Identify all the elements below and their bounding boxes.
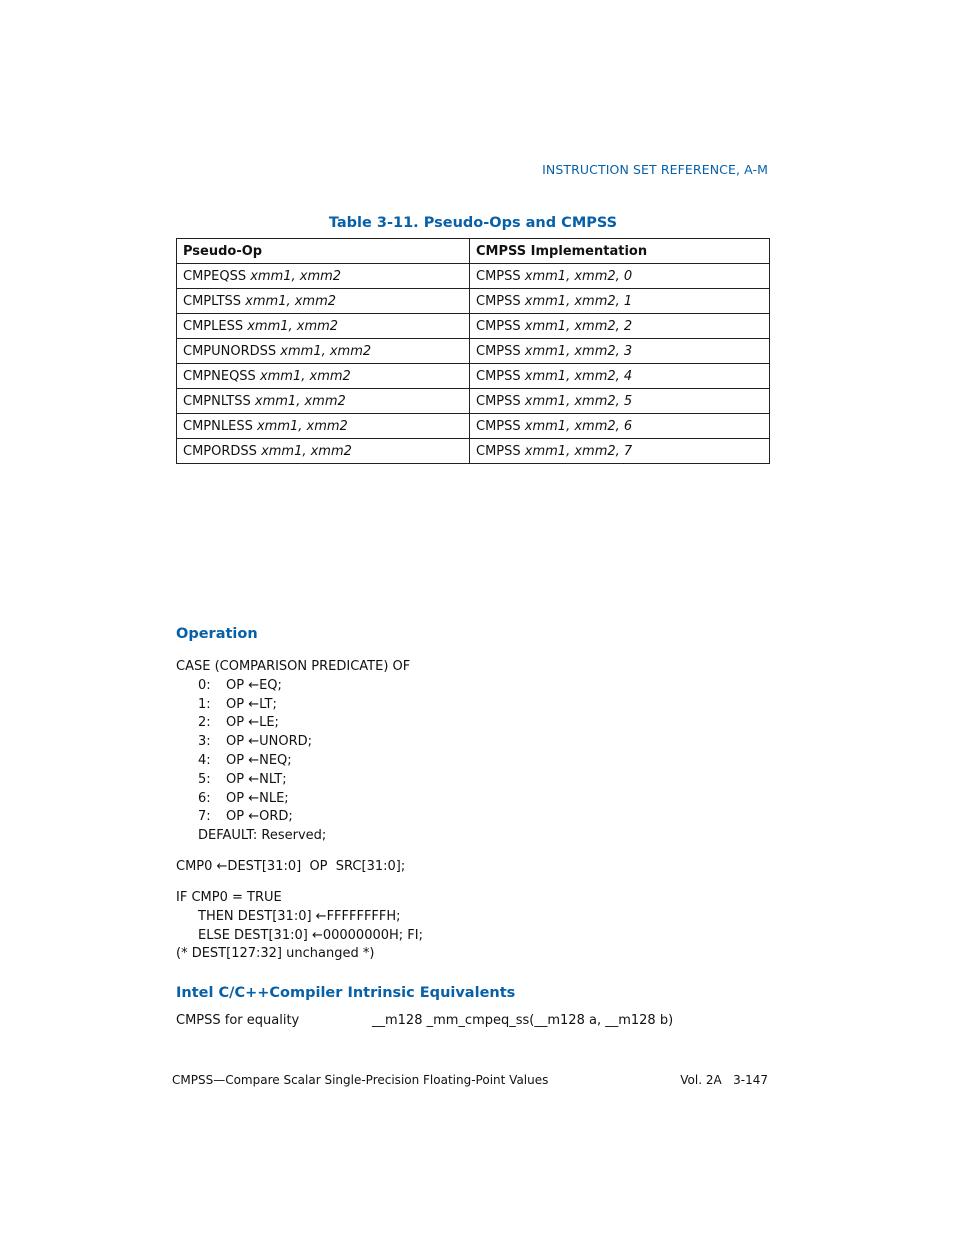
op-name: CMPNEQSS (183, 368, 256, 384)
impl-name: CMPSS (476, 418, 521, 434)
case-text: OP ←ORD; (226, 809, 293, 825)
case-item (176, 733, 410, 752)
impl-args: xmm1, xmm2, 2 (524, 318, 633, 334)
cmp-line: CMP0 ←DEST[31:0] OP SRC[31:0]; (176, 859, 406, 874)
pseudo-op-cell (177, 339, 470, 364)
table-row (177, 339, 770, 364)
case-item (176, 714, 410, 733)
header-pseudo-op: Pseudo-Op (177, 239, 470, 264)
op-args: xmm1, xmm2 (261, 443, 352, 459)
else-line: ELSE DEST[31:0] ←00000000H; FI; (198, 927, 423, 943)
pseudo-op-cell (177, 289, 470, 314)
op-name: CMPUNORDSS (183, 343, 277, 359)
case-item (176, 790, 410, 809)
impl-args: xmm1, xmm2, 1 (524, 293, 633, 309)
pseudo-op-cell (177, 264, 470, 289)
case-number: 6: (198, 790, 211, 806)
intrinsic-label: CMPSS for equality (176, 1013, 300, 1028)
op-args: xmm1, xmm2 (247, 318, 339, 334)
default-line: DEFAULT: Reserved; (198, 828, 327, 844)
table-title: Table 3-11. Pseudo-Ops and CMPSS (328, 215, 618, 231)
running-head: INSTRUCTION SET REFERENCE, A-M (542, 162, 768, 177)
op-args: xmm1, xmm2 (256, 418, 348, 434)
case-item (176, 771, 410, 790)
table-row (177, 314, 770, 339)
op-args: xmm1, xmm2 (245, 293, 337, 309)
impl-args: xmm1, xmm2, 3 (524, 343, 633, 359)
case-number: 0: (198, 677, 211, 693)
case-item (176, 808, 410, 827)
implementation-cell (470, 439, 770, 464)
op-name: CMPNLESS (183, 418, 253, 434)
case-number: 5: (198, 771, 211, 787)
impl-args: xmm1, xmm2, 5 (524, 393, 633, 409)
case-item (176, 677, 410, 696)
impl-name: CMPSS (476, 268, 521, 284)
implementation-cell (470, 364, 770, 389)
op-name: CMPEQSS (183, 268, 247, 284)
impl-name: CMPSS (476, 368, 521, 384)
pseudo-op-cell (177, 414, 470, 439)
table-row (177, 264, 770, 289)
case-item (176, 696, 410, 715)
impl-name: CMPSS (476, 293, 521, 309)
op-args: xmm1, xmm2 (250, 268, 342, 284)
case-text: OP ←NLE; (226, 790, 289, 806)
operation-pseudocode (176, 658, 410, 846)
op-name: CMPLESS (183, 318, 244, 334)
implementation-cell (470, 289, 770, 314)
op-name: CMPNLTSS (183, 393, 251, 409)
case-number: 1: (198, 696, 211, 712)
intrinsic-signature: __m128 _mm_cmpeq_ss(__m128 a, __m128 b) (372, 1013, 674, 1028)
impl-args: xmm1, xmm2, 6 (524, 418, 633, 434)
table-row (177, 289, 770, 314)
pseudo-op-cell (177, 314, 470, 339)
impl-name: CMPSS (476, 443, 521, 459)
pseudo-op-cell (177, 439, 470, 464)
case-text: OP ←EQ; (226, 677, 282, 693)
impl-name: CMPSS (476, 343, 521, 359)
cmp-statement (176, 858, 405, 877)
footer-title: CMPSS—Compare Scalar Single-Precision Floating-Point Values (172, 1073, 549, 1087)
case-number: 3: (198, 734, 211, 750)
impl-name: CMPSS (476, 393, 521, 409)
table-row (177, 389, 770, 414)
case-text: OP ←UNORD; (226, 734, 312, 750)
pseudo-op-cell (177, 364, 470, 389)
pseudo-op-cell (177, 389, 470, 414)
impl-args: xmm1, xmm2, 4 (524, 368, 633, 384)
table-row (177, 414, 770, 439)
case-number: 2: (198, 715, 211, 731)
intrinsics-heading: Intel C/C++Compiler Intrinsic Equivalents (176, 985, 516, 1001)
comment-line: (* DEST[127:32] unchanged *) (176, 946, 375, 962)
case-number: 4: (198, 752, 211, 768)
operation-heading: Operation (176, 626, 258, 642)
case-text: OP ←NLT; (226, 771, 287, 787)
op-args: xmm1, xmm2 (254, 393, 346, 409)
pseudo-ops-table (176, 238, 770, 464)
table-row (177, 439, 770, 464)
case-text: OP ←LT; (226, 696, 277, 712)
if-line: IF CMP0 = TRUE (176, 890, 282, 905)
footer-page-number: Vol. 2A 3-147 (680, 1073, 768, 1087)
op-name: CMPORDSS (183, 443, 257, 459)
case-text: OP ←LE; (226, 715, 279, 731)
impl-args: xmm1, xmm2, 7 (524, 443, 633, 459)
case-text: OP ←NEQ; (226, 752, 292, 768)
op-name: CMPLTSS (183, 293, 242, 309)
implementation-cell (470, 264, 770, 289)
then-line: THEN DEST[31:0] ←FFFFFFFFH; (198, 908, 401, 924)
case-item (176, 752, 410, 771)
if-block (176, 889, 423, 964)
implementation-cell (470, 314, 770, 339)
case-number: 7: (198, 809, 211, 825)
impl-args: xmm1, xmm2, 0 (524, 268, 633, 284)
implementation-cell (470, 414, 770, 439)
impl-name: CMPSS (476, 318, 521, 334)
implementation-cell (470, 389, 770, 414)
implementation-cell (470, 339, 770, 364)
table-row (177, 364, 770, 389)
intrinsic-row (176, 1013, 673, 1028)
op-args: xmm1, xmm2 (280, 343, 372, 359)
op-args: xmm1, xmm2 (259, 368, 351, 384)
case-line: CASE (COMPARISON PREDICATE) OF (176, 659, 411, 674)
table-header-row (177, 239, 770, 264)
header-cmpss-implementation: CMPSS Implementation (470, 239, 770, 264)
